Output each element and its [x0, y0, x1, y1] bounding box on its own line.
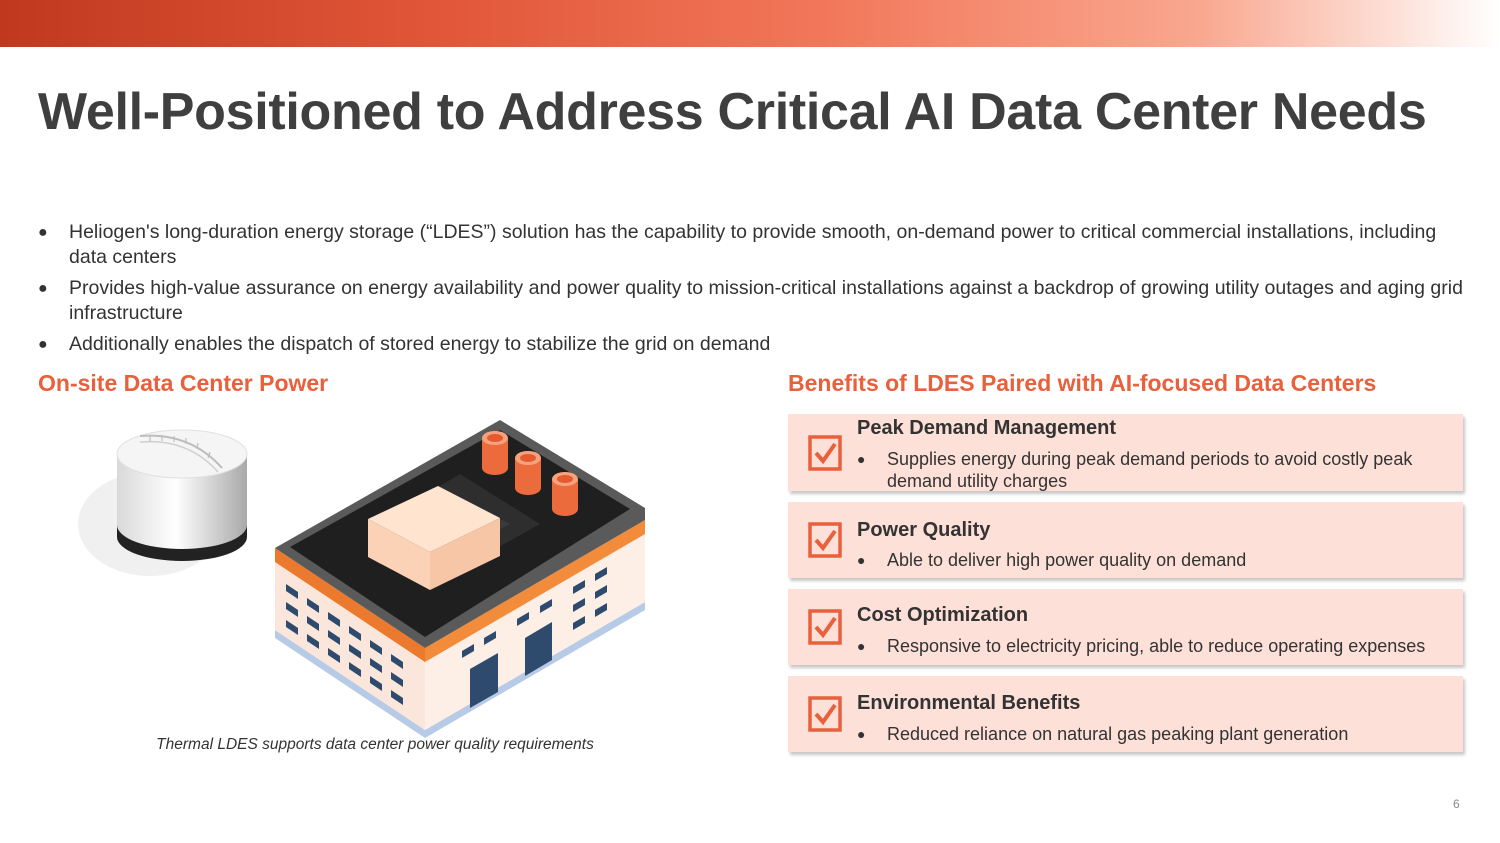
onsite-power-heading: On-site Data Center Power: [38, 370, 329, 396]
benefit-card-item-text: Responsive to electricity pricing, able to reduce operating expenses: [887, 636, 1426, 656]
benefit-card-item-text: Supplies energy during peak demand periods to avoid costly peak demand utility charges: [887, 449, 1413, 491]
illustration-caption: Thermal LDES supports data center power quality requirements: [156, 736, 594, 753]
checkbox-checked-icon: [808, 609, 842, 645]
top-accent-bar: [0, 0, 1500, 47]
intro-bullet: [38, 332, 1478, 357]
benefit-card-item-text: Able to deliver high power quality on demand: [887, 550, 1247, 570]
page-number: 6: [1453, 797, 1460, 811]
benefit-card-title: Environmental Benefits: [857, 692, 1081, 714]
benefit-card-title: Peak Demand Management: [857, 417, 1116, 439]
benefit-card-item: [857, 723, 1447, 745]
page-title: Well-Positioned to Address Critical AI Data Center Needs: [38, 83, 1427, 141]
benefits-heading: Benefits of LDES Paired with AI-focused Data Centers: [788, 370, 1377, 396]
benefit-card-item-text: Reduced reliance on natural gas peaking plant generation: [887, 724, 1349, 744]
benefit-card-peak-demand: [788, 414, 1463, 491]
benefit-card-item: [857, 549, 1447, 571]
benefit-card-title: Cost Optimization: [857, 604, 1029, 626]
intro-bullet-list: [38, 220, 1478, 363]
bullet-dot-icon: ●: [38, 336, 48, 353]
bullet-dot-icon: ●: [857, 726, 866, 742]
benefit-card-item: [857, 448, 1447, 492]
roof-vent-icon: [552, 472, 578, 516]
benefit-card-title: Power Quality: [857, 519, 991, 541]
intro-bullet: [38, 220, 1478, 270]
intro-bullet-text: Heliogen's long-duration energy storage (“LDES”) solution has the capability to provide smooth, on-demand power to critical commercial installations, including data centers: [69, 221, 1437, 268]
bullet-dot-icon: ●: [857, 552, 866, 568]
checkbox-checked-icon: [808, 696, 842, 732]
bullet-dot-icon: ●: [857, 451, 866, 467]
data-center-illustration: [70, 412, 690, 742]
intro-bullet: [38, 276, 1478, 326]
benefit-card-item: [857, 635, 1447, 657]
thermal-storage-tank-icon: [78, 430, 247, 576]
intro-bullet-text: Additionally enables the dispatch of stored energy to stabilize the grid on demand: [69, 333, 771, 355]
bullet-dot-icon: ●: [38, 224, 48, 241]
checkbox-checked-icon: [808, 435, 842, 471]
bullet-dot-icon: ●: [38, 280, 48, 297]
data-center-building-icon: [275, 420, 645, 738]
benefit-card-environmental: [788, 676, 1463, 752]
benefit-card-power-quality: [788, 502, 1463, 578]
intro-bullet-text: Provides high-value assurance on energy availability and power quality to mission-critical installations against a backdrop of growing utility outages and aging grid infrastructure: [69, 277, 1463, 324]
benefit-card-cost-optimization: [788, 589, 1463, 665]
bullet-dot-icon: ●: [857, 638, 866, 654]
checkbox-checked-icon: [808, 522, 842, 558]
roof-vent-icon: [482, 431, 508, 475]
roof-vent-icon: [515, 451, 541, 495]
